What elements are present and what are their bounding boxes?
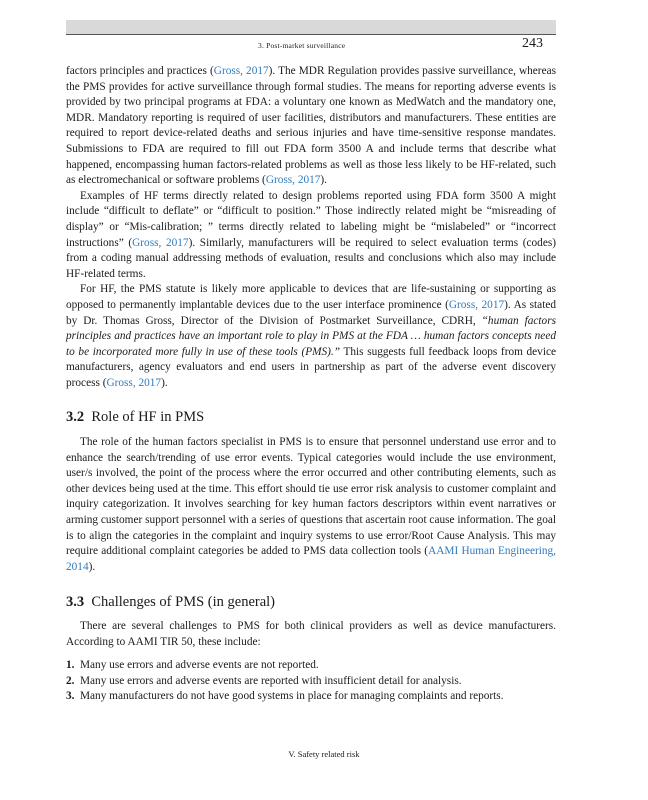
text: ). — [320, 174, 328, 187]
page-body — [66, 64, 556, 705]
text: Examples of HF terms directly related to design problems reported using FDA form 3500 A might include “difficult to deflate” or “difficult to position.” Those indirectly related might be “misreading of display” or “Mis-calibration; ” terms directly related to labeling might be “mislabeled” or “incorrect instructions” ( — [66, 189, 556, 249]
text: ). As stated by Dr. Thomas Gross, Director of the Division of Postmarket Surveillance, CDRH, — [66, 298, 556, 327]
quotation: “human factors principles and practices have an important role to play in PMS at the FDA … human factors concepts need to be incorporated more fully in use of these tools (PMS).” — [66, 314, 557, 358]
list-number: 3. — [66, 690, 75, 703]
list-item — [66, 674, 556, 690]
citation-link[interactable]: Gross, 2017 — [132, 236, 189, 249]
text: For HF, the PMS statute is likely more applicable to devices that are life-sustaining or supporting as opposed to permanently implantable devices due to the user interface prominence ( — [66, 283, 556, 311]
section-title: Role of HF in PMS — [91, 409, 205, 426]
text: ). — [88, 560, 96, 573]
paragraph — [66, 64, 556, 189]
running-head: 3. Post-market surveillance — [258, 41, 346, 50]
list-number: 1. — [66, 659, 75, 672]
section-heading — [66, 410, 556, 426]
paragraph — [66, 282, 556, 391]
citation-link[interactable]: Gross, 2017 — [448, 298, 505, 311]
citation-link[interactable]: AAMI Human Engineering, 2014 — [66, 545, 557, 573]
header-rule — [66, 34, 556, 35]
text: factors principles and practices ( — [66, 65, 214, 77]
challenges-list — [66, 658, 556, 705]
header-bar — [66, 20, 556, 34]
citation-link[interactable]: Gross, 2017 — [265, 174, 321, 187]
paragraph — [66, 435, 556, 575]
list-number: 2. — [66, 674, 75, 687]
footer: V. Safety related risk — [288, 749, 360, 759]
section-heading — [66, 595, 556, 611]
paragraph — [66, 189, 556, 283]
text: ). Similarly, manufacturers will be required to select evaluation terms (codes) from a coding manual addressing methods of evaluation, results and conclusions which also may include HF-related terms. — [66, 236, 556, 280]
list-item — [66, 658, 556, 674]
list-text: Many use errors and adverse events are not reported. — [80, 659, 319, 672]
list-text: Many use errors and adverse events are reported with insufficient detail for analysis. — [80, 674, 462, 687]
section-number: 3.2 — [66, 409, 85, 426]
paragraph: There are several challenges to PMS for both clinical providers as well as device manufacturers. According to AAMI TIR 50, these include: — [66, 620, 556, 648]
page-number: 243 — [522, 36, 543, 51]
text: ). The MDR Regulation provides passive surveillance, whereas the PMS provides for active surveillance through formal studies. The means for reporting adverse events is provided by two principal programs at FDA: a voluntary one known as MedWatch and the mandatory one, MDR. Mandatory reporting is required of user facilities, distributors and manufacturers. These entities are required to report device-related deaths and serious injuries and have time-sensitive response mandates. Submissions to FDA are required to fill out FDA form 3500 A and include terms that describe what happened, encompassing human factors-related problems as well as those less likely to be HF-related, such as electromechanical or software problems ( — [66, 65, 556, 187]
text: ). — [161, 376, 168, 389]
section-title: Challenges of PMS (in general) — [91, 594, 276, 611]
list-text: Many manufacturers do not have good systems in place for managing complaints and reports. — [80, 690, 504, 703]
list-item — [66, 689, 556, 705]
citation-link[interactable]: Gross, 2017 — [213, 65, 269, 77]
text: The role of the human factors specialist in PMS is to ensure that personnel understand use error and to enhance the search/trending of use error events. Typical categories would include the use environment, user/s involved, the point of the process where the error occurred and other contributing elements, such as other devices being used at the time. This effort should tie use error risk analysis to customer complaint and inquiry categorization. It involves searching for key human factors descriptors within event narratives or arming customer support personnel with a series of questions that ascertain root cause information. The goal is to align the categories in the complaint and inquiry systems to use error/Root Cause Analysis. This may require additional complaint categories be added to PMS data collection tools ( — [66, 436, 556, 558]
citation-link[interactable]: Gross, 2017 — [106, 376, 162, 389]
text: This suggests full feedback loops from device manufacturers, agency evaluators and end users in partnership as part of the adverse event discovery process ( — [66, 345, 557, 389]
section-number: 3.3 — [66, 594, 85, 611]
